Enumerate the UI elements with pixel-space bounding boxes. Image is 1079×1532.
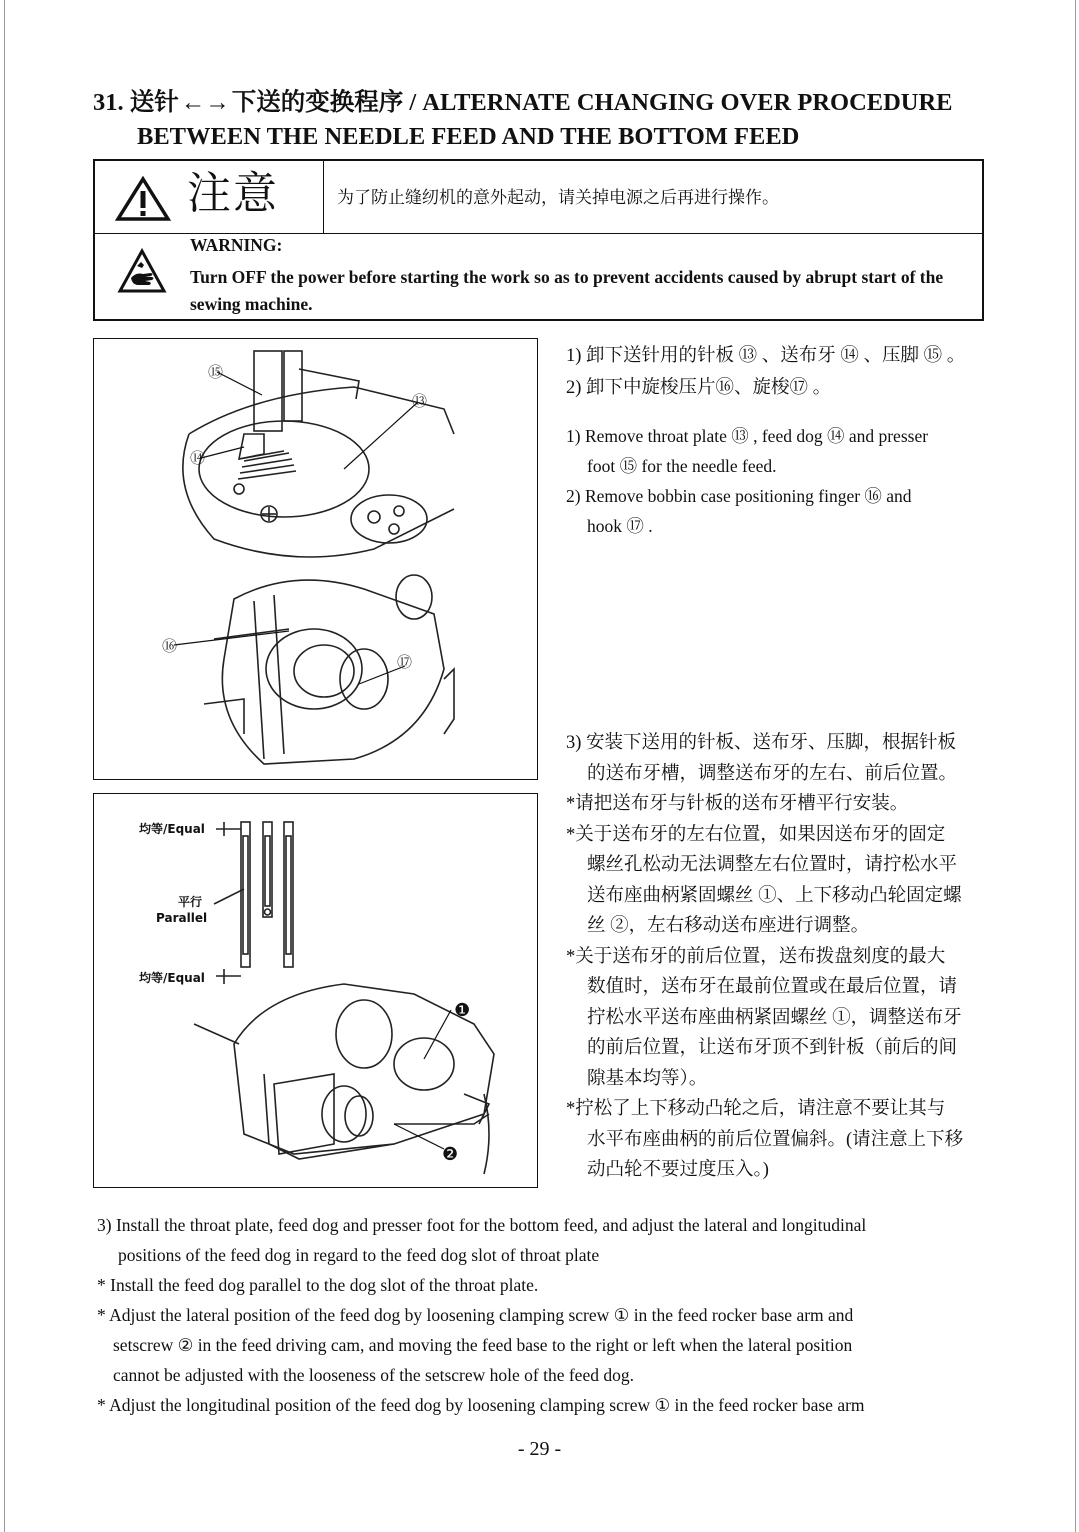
callout-2: ❷ [442, 1144, 459, 1165]
figure-feed-dog-adjustment [93, 793, 538, 1188]
label-parallel-en: Parallel [156, 911, 208, 925]
hand-hazard-icon [117, 248, 167, 294]
step-cn-3-line: 送布座曲柄紧固螺丝 ①、上下移动凸轮固定螺 [587, 885, 962, 906]
step-en-3-line: positions of the feed dog in regard to the feed dog slot of throat plate [118, 1245, 600, 1265]
double-arrow-icon: ←→ [180, 89, 230, 116]
page-edge-right [1075, 0, 1076, 1532]
figure-2-drawing [94, 794, 536, 1186]
step-cn-3-line: 丝 ②，左右移动送布座进行调整。 [587, 916, 870, 936]
warning-box [93, 159, 984, 321]
step-en-1-line-2: foot ⑮ for the needle feed. [587, 456, 777, 476]
title-line-2: BETWEEN THE NEEDLE FEED AND THE BOTTOM FEED [137, 123, 800, 150]
page-title [93, 86, 1033, 154]
step-cn-3-line: 螺丝孔松动无法调整左右位置时，请拧松水平 [587, 855, 958, 875]
title-prefix: 31. 送针 [93, 89, 179, 116]
label-equal-top: 均等/Equal [139, 822, 205, 836]
title-suffix: 下送的变换程序 / ALTERNATE CHANGING OVER PROCEDURE [231, 89, 953, 116]
step-en-3-block [97, 1210, 997, 1420]
step-cn-3-line: *关于送布牙的左右位置，如果因送布牙的固定 [566, 824, 946, 845]
callout-14: ⑭ [190, 449, 206, 467]
step-en-3-line: * Adjust the longitudinal position of the feed dog by loosening clamping screw ① in the feed rocker base arm [97, 1395, 865, 1415]
step-cn-3-line: 隙基本均等）。 [587, 1068, 708, 1089]
step-cn-3-line: *请把送布牙与针板的送布牙槽平行安装。 [566, 794, 909, 814]
step-en-3-line: cannot be adjusted with the looseness of the setscrew hole of the feed dog. [113, 1365, 634, 1385]
step-en-3-line: 3) Install the throat plate, feed dog and presser foot for the bottom feed, and adjust the lateral and longitudinal [97, 1215, 867, 1235]
step-cn-3-line: *关于送布牙的前后位置，送布拨盘刻度的最大 [566, 946, 946, 967]
figure-1-drawing [94, 339, 536, 778]
step-en-3-line: setscrew ② in the feed driving cam, and moving the feed base to the right or left when the lateral position [113, 1335, 853, 1355]
step-cn-3-line: 拧松水平送布座曲柄紧固螺丝 ①，调整送布牙 [587, 1007, 962, 1028]
step-cn-3-line: 数值时，送布牙在最前位置或在最后位置，请 [587, 977, 958, 997]
step-cn-3-line: 水平布座曲柄的前后位置偏斜。(请注意上下移 [587, 1129, 964, 1150]
page-edge-left [4, 0, 5, 1532]
warning-cn-label: 注意 [187, 169, 279, 218]
step-en-2-line-1: 2) Remove bobbin case positioning finger ⑯ and [566, 486, 912, 506]
label-parallel-cn: 平行 [178, 895, 203, 909]
figure-throat-plate-hook [93, 338, 538, 780]
page-number: - 29 - [517, 1438, 562, 1460]
step-cn-1: 1) 卸下送针用的针板 ⑬ 、送布牙 ⑭ 、压脚 ⑮ 。 [566, 346, 966, 366]
step-cn-3-line: 的送布牙槽，调整送布牙的左右、前后位置。 [587, 763, 958, 784]
callout-15: ⑮ [208, 363, 224, 381]
warning-en-text: Turn OFF the power before starting the work so as to prevent accidents caused by abrupt start of the sewing machine. [190, 267, 944, 314]
warning-en-label: WARNING: [190, 235, 283, 255]
step-cn-3-block [566, 728, 996, 1186]
warning-triangle-icon [115, 176, 171, 222]
callout-17: ⑰ [397, 653, 413, 671]
step-cn-3-line: 动凸轮不要过度压入。) [587, 1160, 769, 1180]
step-en-3-line: * Install the feed dog parallel to the dog slot of the throat plate. [97, 1275, 539, 1295]
step-cn-2: 2) 卸下中旋梭压片⑯、旋梭⑰ 。 [566, 378, 832, 398]
steps-en-top [566, 421, 1006, 541]
step-cn-3-line: 的前后位置，让送布牙顶不到针板（前后的间 [587, 1038, 958, 1058]
step-en-3-line: * Adjust the lateral position of the feed dog by loosening clamping screw ① in the feed rocker base arm and [97, 1305, 854, 1325]
step-en-1-line-1: 1) Remove throat plate ⑬ , feed dog ⑭ and presser [566, 426, 929, 446]
step-cn-3-line: *拧松了上下移动凸轮之后，请注意不要让其与 [566, 1099, 946, 1119]
warning-cn-label-cell [95, 161, 324, 233]
label-equal-bottom: 均等/Equal [139, 971, 205, 985]
callout-1: ❶ [454, 1000, 471, 1021]
step-en-2-line-2: hook ⑰ . [587, 516, 653, 536]
warning-cn-text: 为了防止缝纫机的意外起动，请关掉电源之后再进行操作。 [337, 188, 779, 207]
step-cn-3-line: 3) 安装下送用的针板、送布牙、压脚，根据针板 [566, 733, 957, 753]
callout-16: ⑯ [162, 637, 178, 655]
callout-13: ⑬ [412, 392, 428, 410]
warning-cn-row [95, 161, 982, 234]
